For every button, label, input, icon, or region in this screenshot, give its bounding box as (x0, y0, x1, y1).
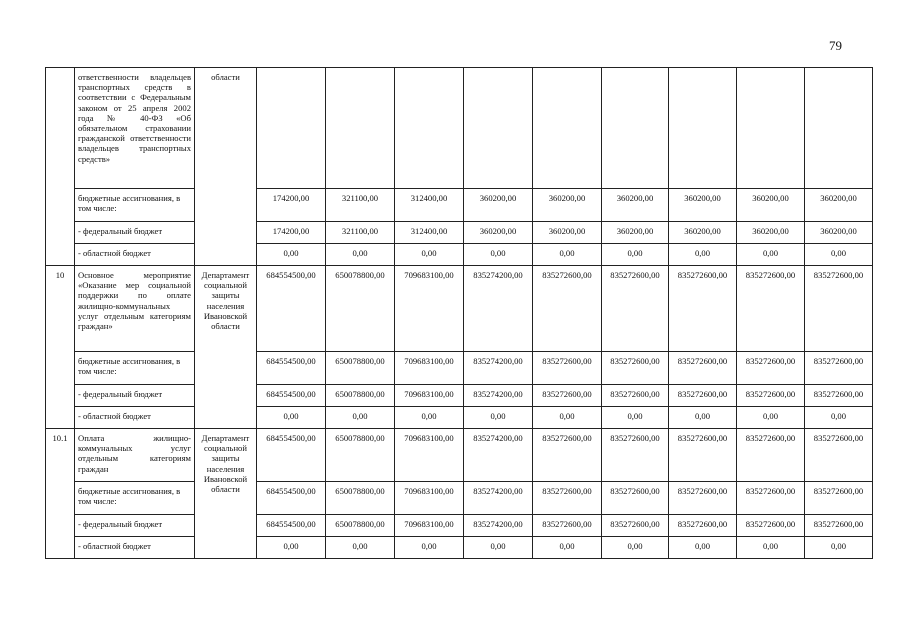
value-cell: 360200,00 (533, 222, 602, 244)
value-cell: 684554500,00 (257, 482, 326, 515)
value-cell: 360200,00 (602, 222, 669, 244)
activity-name: ответственности владельцев транспортных средств в соответствии с Федеральным законом от 25 апреля 2002 года № 40-ФЗ «Об обязательном страховании гражданской ответственности владельцев транспортных средств» (75, 68, 195, 189)
value-cell: 835274200,00 (464, 482, 533, 515)
table-row (46, 407, 873, 429)
value-cell: 0,00 (395, 407, 464, 429)
value-cell: 0,00 (464, 244, 533, 266)
value-cell: 835272600,00 (533, 515, 602, 537)
value-cell: 360200,00 (602, 189, 669, 222)
value-cell: 650078800,00 (326, 515, 395, 537)
value-cell: 0,00 (395, 537, 464, 559)
value-cell: 835272600,00 (533, 482, 602, 515)
value-cell: 650078800,00 (326, 266, 395, 352)
value-cell: 360200,00 (669, 189, 737, 222)
value-cell: 0,00 (602, 537, 669, 559)
value-cell: 835272600,00 (737, 385, 805, 407)
budget-allocation-label: бюджетные ассигнования, в том числе: (75, 352, 195, 385)
value-cell: 684554500,00 (257, 429, 326, 482)
value-cell (737, 68, 805, 189)
activity-name: Оплата жилищно-коммунальных услуг отдельным категориям граждан (75, 429, 195, 482)
value-cell: 709683100,00 (395, 385, 464, 407)
value-cell: 835274200,00 (464, 515, 533, 537)
table-row (46, 189, 873, 222)
value-cell: 835272600,00 (805, 352, 873, 385)
executor-cell: Департамент социальной защиты населения Ивановской области (195, 429, 257, 559)
value-cell: 0,00 (257, 537, 326, 559)
value-cell: 360200,00 (805, 189, 873, 222)
value-cell: 650078800,00 (326, 482, 395, 515)
value-cell: 835272600,00 (602, 429, 669, 482)
value-cell: 835272600,00 (737, 352, 805, 385)
value-cell: 0,00 (805, 244, 873, 266)
value-cell: 0,00 (395, 244, 464, 266)
value-cell: 835272600,00 (602, 385, 669, 407)
value-cell: 0,00 (464, 407, 533, 429)
table-row (46, 429, 873, 482)
value-cell: 709683100,00 (395, 266, 464, 352)
value-cell: 0,00 (669, 537, 737, 559)
regional-budget-label: - областной бюджет (75, 407, 195, 429)
value-cell: 0,00 (533, 407, 602, 429)
value-cell: 0,00 (326, 244, 395, 266)
value-cell: 0,00 (737, 407, 805, 429)
value-cell (602, 68, 669, 189)
activity-name: Основное мероприятие «Оказание мер социальной поддержки по оплате жилищно-коммунальных услуг отдельным категориям граждан» (75, 266, 195, 352)
value-cell (257, 68, 326, 189)
table-row (46, 537, 873, 559)
value-cell (326, 68, 395, 189)
value-cell: 312400,00 (395, 222, 464, 244)
table-row (46, 352, 873, 385)
value-cell: 835272600,00 (805, 266, 873, 352)
value-cell: 835272600,00 (805, 515, 873, 537)
value-cell: 0,00 (257, 407, 326, 429)
budget-allocation-label: бюджетные ассигнования, в том числе: (75, 482, 195, 515)
value-cell: 0,00 (737, 537, 805, 559)
value-cell: 0,00 (533, 537, 602, 559)
value-cell: 835272600,00 (602, 482, 669, 515)
value-cell: 835272600,00 (669, 266, 737, 352)
value-cell: 835272600,00 (737, 429, 805, 482)
value-cell: 709683100,00 (395, 352, 464, 385)
budget-table (45, 67, 873, 559)
value-cell: 835272600,00 (805, 429, 873, 482)
value-cell: 0,00 (737, 244, 805, 266)
value-cell: 0,00 (602, 407, 669, 429)
value-cell: 835272600,00 (805, 482, 873, 515)
value-cell: 0,00 (326, 537, 395, 559)
budget-allocation-label: бюджетные ассигнования, в том числе: (75, 189, 195, 222)
value-cell: 321100,00 (326, 189, 395, 222)
federal-budget-label: - федеральный бюджет (75, 515, 195, 537)
value-cell: 835272600,00 (602, 352, 669, 385)
value-cell: 835272600,00 (533, 266, 602, 352)
value-cell: 835274200,00 (464, 352, 533, 385)
value-cell: 684554500,00 (257, 266, 326, 352)
value-cell (464, 68, 533, 189)
value-cell: 0,00 (257, 244, 326, 266)
value-cell: 835272600,00 (737, 266, 805, 352)
value-cell: 360200,00 (669, 222, 737, 244)
value-cell: 0,00 (669, 407, 737, 429)
value-cell: 835272600,00 (533, 352, 602, 385)
value-cell: 360200,00 (464, 189, 533, 222)
value-cell: 312400,00 (395, 189, 464, 222)
executor-cell: Департамент социальной защиты населения Ивановской области (195, 266, 257, 429)
value-cell: 0,00 (805, 537, 873, 559)
value-cell: 709683100,00 (395, 515, 464, 537)
table-row (46, 68, 873, 189)
value-cell: 174200,00 (257, 222, 326, 244)
value-cell: 684554500,00 (257, 515, 326, 537)
value-cell: 650078800,00 (326, 429, 395, 482)
row-number: 10.1 (46, 429, 75, 559)
table-row (46, 515, 873, 537)
value-cell: 835272600,00 (602, 266, 669, 352)
value-cell: 835274200,00 (464, 266, 533, 352)
value-cell: 360200,00 (737, 222, 805, 244)
regional-budget-label: - областной бюджет (75, 244, 195, 266)
value-cell: 360200,00 (533, 189, 602, 222)
page-number: 79 (829, 38, 842, 53)
executor-cell: области (195, 68, 257, 266)
value-cell: 0,00 (464, 537, 533, 559)
value-cell: 174200,00 (257, 189, 326, 222)
value-cell: 0,00 (669, 244, 737, 266)
value-cell: 835272600,00 (805, 385, 873, 407)
value-cell: 835272600,00 (533, 429, 602, 482)
value-cell: 360200,00 (464, 222, 533, 244)
value-cell: 835272600,00 (669, 352, 737, 385)
value-cell: 0,00 (533, 244, 602, 266)
value-cell: 650078800,00 (326, 352, 395, 385)
federal-budget-label: - федеральный бюджет (75, 222, 195, 244)
value-cell: 835272600,00 (669, 429, 737, 482)
federal-budget-label: - федеральный бюджет (75, 385, 195, 407)
value-cell: 709683100,00 (395, 429, 464, 482)
value-cell: 835272600,00 (737, 482, 805, 515)
value-cell: 835272600,00 (602, 515, 669, 537)
value-cell: 835272600,00 (669, 515, 737, 537)
row-number: 10 (46, 266, 75, 429)
value-cell: 360200,00 (805, 222, 873, 244)
value-cell: 835274200,00 (464, 429, 533, 482)
value-cell: 835272600,00 (669, 482, 737, 515)
value-cell: 835274200,00 (464, 385, 533, 407)
table-row (46, 482, 873, 515)
value-cell: 0,00 (805, 407, 873, 429)
value-cell: 0,00 (602, 244, 669, 266)
value-cell (669, 68, 737, 189)
table-row (46, 266, 873, 352)
value-cell (395, 68, 464, 189)
value-cell (533, 68, 602, 189)
table-row (46, 222, 873, 244)
value-cell: 684554500,00 (257, 352, 326, 385)
value-cell: 835272600,00 (737, 515, 805, 537)
value-cell: 835272600,00 (533, 385, 602, 407)
value-cell (805, 68, 873, 189)
value-cell: 360200,00 (737, 189, 805, 222)
value-cell: 835272600,00 (669, 385, 737, 407)
regional-budget-label: - областной бюджет (75, 537, 195, 559)
table-row (46, 244, 873, 266)
value-cell: 0,00 (326, 407, 395, 429)
value-cell: 650078800,00 (326, 385, 395, 407)
row-number (46, 68, 75, 266)
value-cell: 321100,00 (326, 222, 395, 244)
table-row (46, 385, 873, 407)
value-cell: 709683100,00 (395, 482, 464, 515)
value-cell: 684554500,00 (257, 385, 326, 407)
